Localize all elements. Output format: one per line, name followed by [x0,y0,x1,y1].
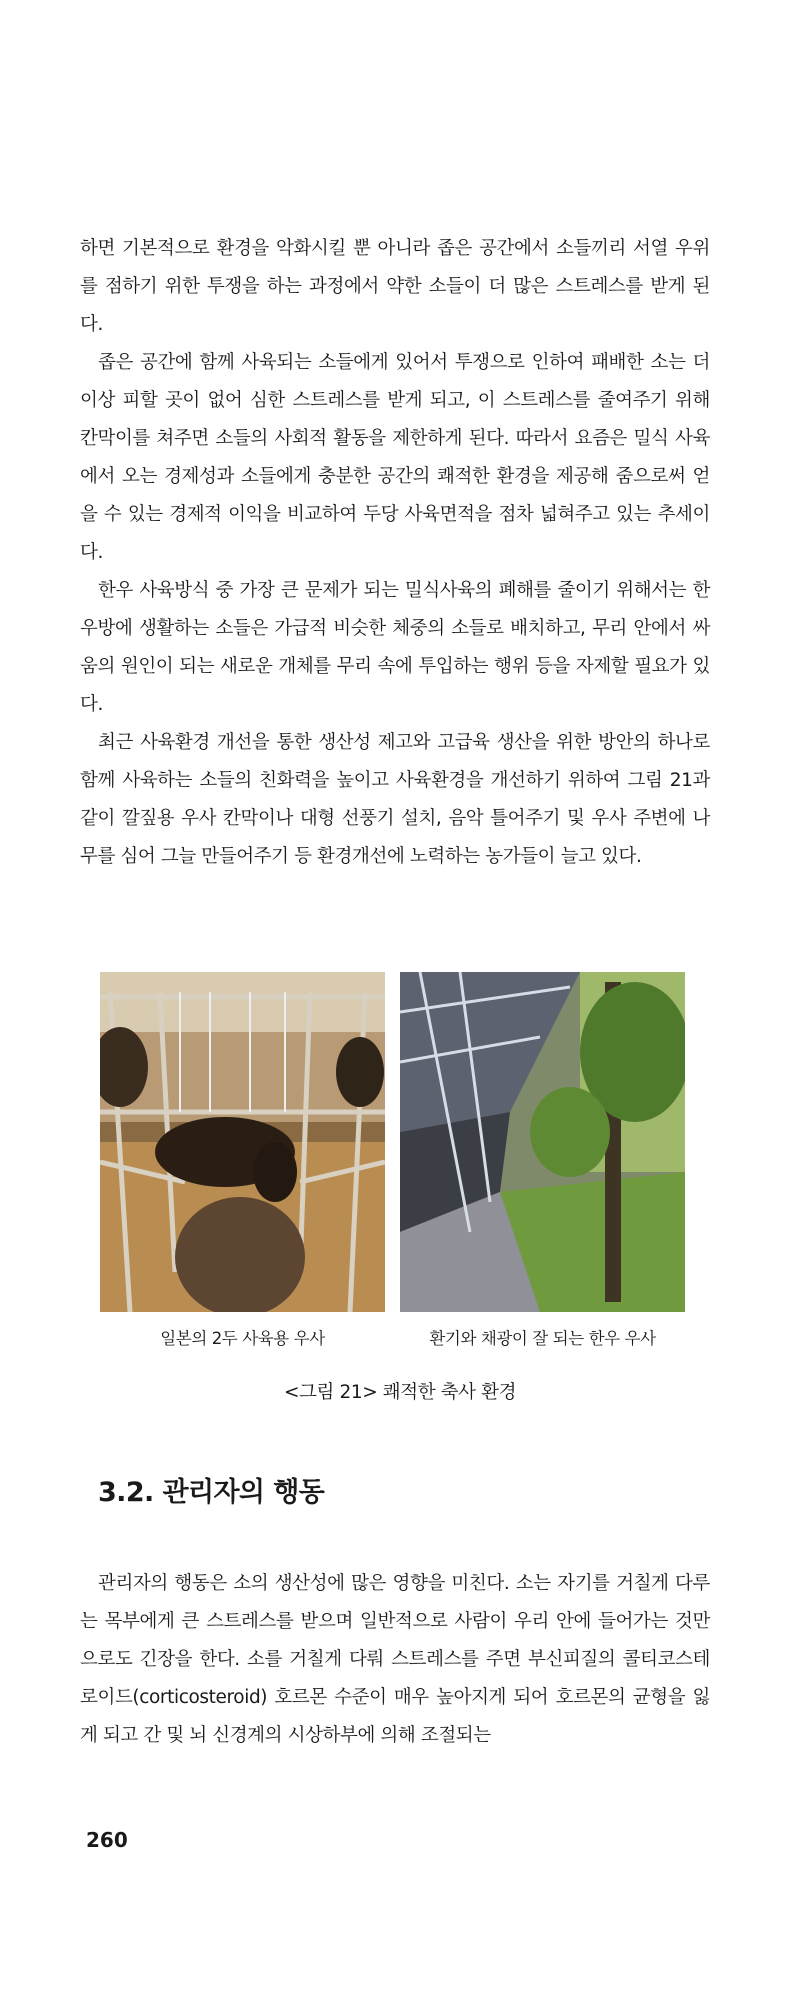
page-number: 260 [86,1828,128,1852]
body-text-top [80,230,710,876]
paragraph: 관리자의 행동은 소의 생산성에 많은 영향을 미친다. 소는 자기를 거칠게 다루는 목부에게 큰 스트레스를 받으며 일반적으로 사람이 우리 안에 들어가는 것만으로도 긴장을 한다. 소를 거칠게 다뤄 스트레스를 주면 부신피질의 콜티코스테로이드(corticosteroid) 호르몬 수준이 매우 높아지게 되어 호르몬의 균형을 잃게 되고 간 및 뇌 신경계의 시상하부에 의해 조절되는 [80,1573,710,1746]
cattle-barn-pen-photo [100,972,385,1312]
paragraph: 최근 사육환경 개선을 통한 생산성 제고와 고급육 생산을 위한 방안의 하나로 함께 사육하는 소들의 친화력을 높이고 사육환경을 개선하기 위하여 그림 21과 같이 깔짚용 우사 칸막이나 대형 선풍기 설치, 음악 틀어주기 및 우사 주변에 나무를 심어 그늘 만들어주기 등 환경개선에 노력하는 농가들이 늘고 있다. [80,732,710,867]
paragraph: 좁은 공간에 함께 사육되는 소들에게 있어서 투쟁으로 인하여 패배한 소는 더 이상 피할 곳이 없어 심한 스트레스를 받게 되고, 이 스트레스를 줄여주기 위해 칸막이를 쳐주면 소들의 사회적 활동을 제한하게 된다. 따라서 요즘은 밀식 사육에서 오는 경제성과 소들에게 충분한 공간의 쾌적한 환경을 제공해 줌으로써 얻을 수 있는 경제적 이익을 비교하여 두당 사육면적을 점차 넓혀주고 있는 추세이다. [80,352,710,563]
paragraph: 한우 사육방식 중 가장 큰 문제가 되는 밀식사육의 폐해를 줄이기 위해서는 한 우방에 생활하는 소들은 가급적 비슷한 체중의 소들로 배치하고, 무리 안에서 싸움의 원인이 되는 새로운 개체를 무리 속에 투입하는 행위 등을 자제할 필요가 있다. [80,580,710,715]
right-photo-caption: 환기와 채광이 잘 되는 한우 우사 [429,1329,656,1348]
ventilated-barn-photo [400,972,685,1312]
figure-title: <그림 21> 쾌적한 축사 환경 [283,1382,517,1403]
paragraph: 하면 기본적으로 환경을 악화시킬 뿐 아니라 좁은 공간에서 소들끼리 서열 우위를 점하기 위한 투쟁을 하는 과정에서 약한 소들이 더 많은 스트레스를 받게 된다. [80,238,710,335]
body-text-bottom [80,1565,710,1755]
left-photo-caption: 일본의 2두 사육용 우사 [160,1329,325,1348]
section-heading: 3.2. 관리자의 행동 [98,1477,325,1508]
